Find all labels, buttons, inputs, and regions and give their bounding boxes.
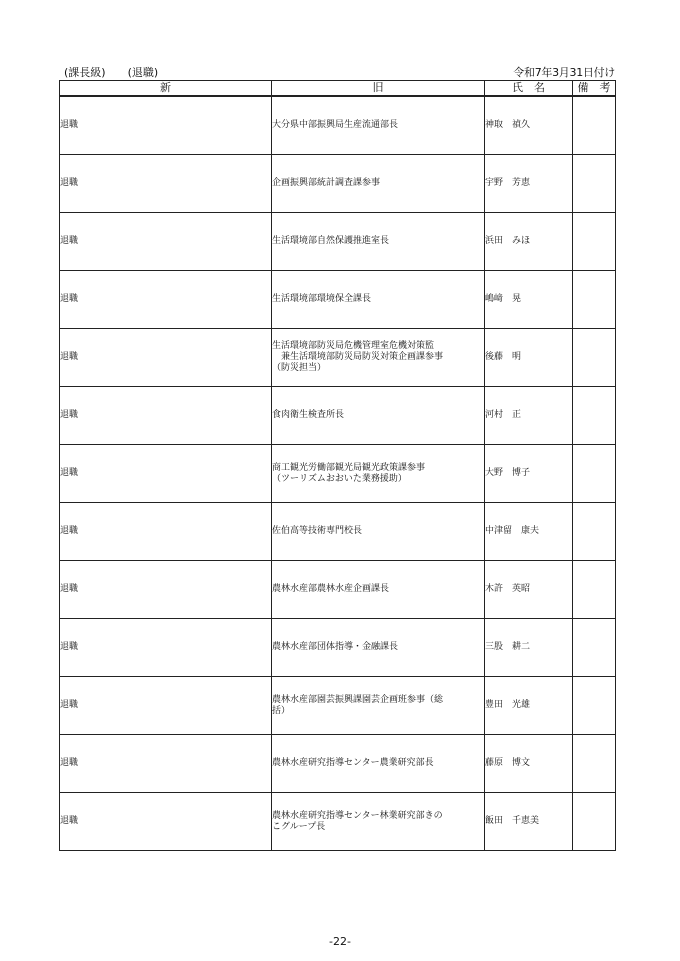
table-row <box>60 271 616 329</box>
former-position-cell <box>272 619 485 677</box>
remarks-cell <box>573 96 616 155</box>
grade-label: (課長級) <box>64 66 106 79</box>
table-row <box>60 503 616 561</box>
new-position-cell: 退職 <box>60 271 272 329</box>
person-name-cell: 宇野 芳恵 <box>485 155 573 213</box>
effective-date: 令和7年3月31日付け <box>513 66 615 79</box>
former-position-cell <box>272 677 485 735</box>
person-name-cell: 飯田 千恵美 <box>485 793 573 851</box>
former-position-line: （防災担当） <box>272 363 327 373</box>
new-position-cell: 退職 <box>60 213 272 271</box>
new-position-cell: 退職 <box>60 619 272 677</box>
page-number: -22- <box>329 935 351 948</box>
column-header-name: 氏 名 <box>485 81 573 97</box>
new-position-cell: 退職 <box>60 445 272 503</box>
former-position-line: 食肉衛生検査所長 <box>272 410 345 420</box>
former-position-cell <box>272 387 485 445</box>
person-name-cell: 木許 英昭 <box>485 561 573 619</box>
table-row <box>60 445 616 503</box>
former-position-line: 生活環境部防災局危機管理室危機対策監 <box>272 341 435 351</box>
new-position-cell: 退職 <box>60 329 272 387</box>
former-position-line: 佐伯高等技術専門校長 <box>272 526 363 536</box>
table-row <box>60 387 616 445</box>
former-position-cell <box>272 271 485 329</box>
former-position-line: 農林水産部園芸振興課園芸企画班参事（総 <box>272 694 444 705</box>
former-position-line: 括） <box>272 705 291 716</box>
remarks-cell <box>573 503 616 561</box>
former-position-line: （ツーリズムおおいた業務援助） <box>272 473 407 484</box>
former-position-line: 農林水産部農林水産企画課長 <box>272 584 390 594</box>
former-position-line: 商工観光労働部観光局観光政策課参事 <box>272 462 426 473</box>
former-position-cell <box>272 735 485 793</box>
remarks-cell <box>573 445 616 503</box>
person-name-cell: 中津留 康夫 <box>485 503 573 561</box>
former-position-cell <box>272 155 485 213</box>
former-position-line: こグループ長 <box>272 821 326 832</box>
table-row <box>60 155 616 213</box>
table-row <box>60 735 616 793</box>
former-position-line: 生活環境部自然保護推進室長 <box>272 236 390 246</box>
remarks-cell <box>573 387 616 445</box>
remarks-cell <box>573 735 616 793</box>
table-row <box>60 213 616 271</box>
former-position-cell <box>272 213 485 271</box>
new-position-cell: 退職 <box>60 677 272 735</box>
new-position-cell: 退職 <box>60 561 272 619</box>
former-position-line: 兼生活環境部防災局防災対策企画課参事 <box>272 352 444 362</box>
column-header-new: 新 <box>60 81 272 97</box>
category-label: (退職) <box>127 66 159 79</box>
former-position-cell <box>272 503 485 561</box>
column-header-old: 旧 <box>272 81 485 97</box>
table-row <box>60 96 616 155</box>
table-body <box>60 96 616 851</box>
former-position-cell <box>272 445 485 503</box>
person-name-cell: 藤原 博文 <box>485 735 573 793</box>
person-name-cell: 三股 耕二 <box>485 619 573 677</box>
former-position-cell <box>272 793 485 851</box>
remarks-cell <box>573 793 616 851</box>
table-row <box>60 793 616 851</box>
former-position-line: 大分県中部振興局生産流通部長 <box>272 120 399 130</box>
header-row <box>60 81 616 97</box>
person-name-cell: 嶋﨑 晃 <box>485 271 573 329</box>
new-position-cell: 退職 <box>60 793 272 851</box>
table-row <box>60 561 616 619</box>
person-name-cell: 河村 正 <box>485 387 573 445</box>
person-name-cell: 後藤 明 <box>485 329 573 387</box>
former-position-line: 農林水産研究指導センター農業研究部長 <box>272 758 434 768</box>
column-header-remarks: 備 考 <box>573 81 616 97</box>
new-position-cell: 退職 <box>60 503 272 561</box>
person-name-cell: 大野 博子 <box>485 445 573 503</box>
person-name-cell: 豊田 光雄 <box>485 677 573 735</box>
new-position-cell: 退職 <box>60 96 272 155</box>
remarks-cell <box>573 329 616 387</box>
remarks-cell <box>573 619 616 677</box>
remarks-cell <box>573 561 616 619</box>
former-position-line: 農林水産部団体指導・金融課長 <box>272 642 399 652</box>
remarks-cell <box>573 271 616 329</box>
new-position-cell: 退職 <box>60 155 272 213</box>
new-position-cell: 退職 <box>60 735 272 793</box>
person-name-cell: 神取 禎久 <box>485 96 573 155</box>
remarks-cell <box>573 677 616 735</box>
former-position-line: 農林水産研究指導センター林業研究部きの <box>272 810 443 821</box>
former-position-cell <box>272 329 485 387</box>
new-position-cell: 退職 <box>60 387 272 445</box>
table-row <box>60 619 616 677</box>
remarks-cell <box>573 213 616 271</box>
table-row <box>60 329 616 387</box>
personnel-table <box>59 80 616 851</box>
former-position-cell <box>272 96 485 155</box>
person-name-cell: 浜田 みほ <box>485 213 573 271</box>
former-position-line: 企画振興部統計調査課参事 <box>272 178 381 188</box>
former-position-line: 生活環境部環境保全課長 <box>272 294 372 304</box>
remarks-cell <box>573 155 616 213</box>
former-position-cell <box>272 561 485 619</box>
header-left <box>64 66 158 80</box>
table-row <box>60 677 616 735</box>
